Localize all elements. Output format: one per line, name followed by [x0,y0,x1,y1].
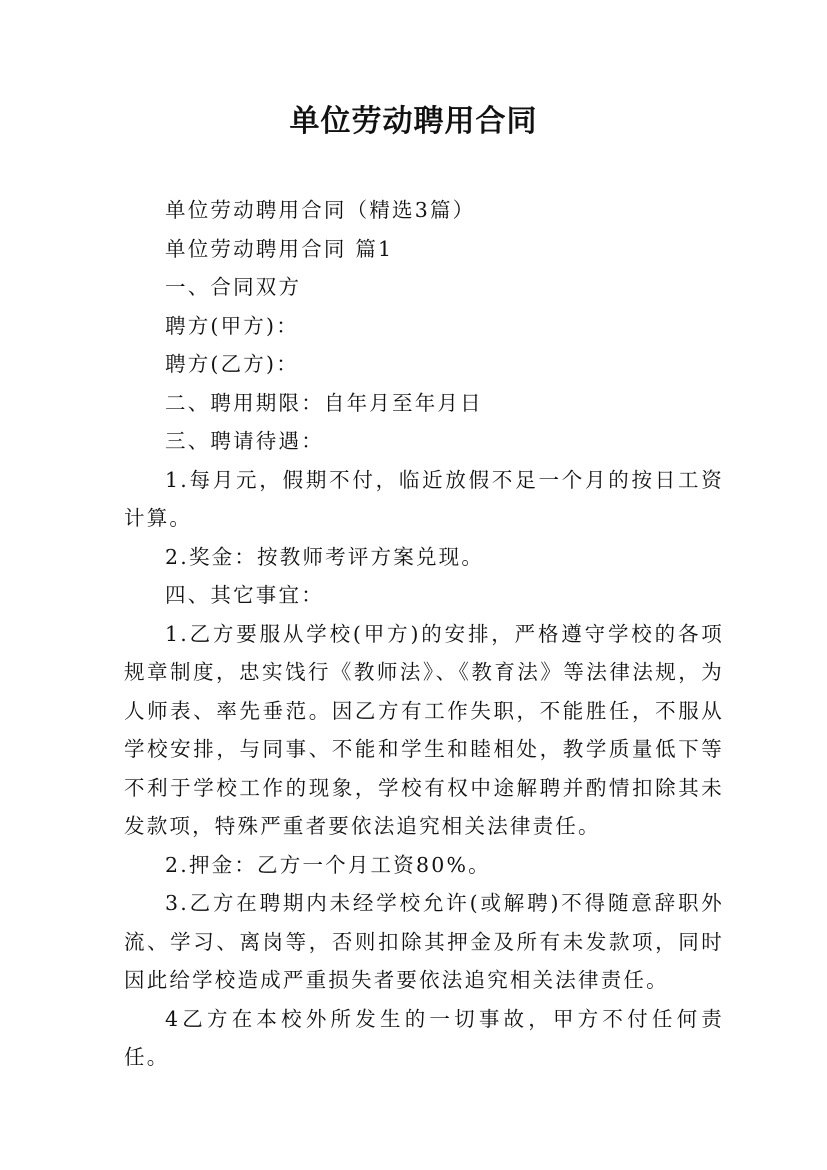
paragraph-bonus: 2.奖金：按教师考评方案兑现。 [165,544,485,569]
paragraph-section-1: 一、合同双方 [165,275,302,299]
paragraph-party-b: 聘方(乙方)： [165,352,299,376]
document-title: 单位劳动聘用合同 [289,104,538,139]
paragraph-section-2: 二、聘用期限：自年月至年月日 [165,390,483,415]
paragraph-liability: 4乙方在本校外所发生的一切事故，甲方不付任何责任。 [124,1006,724,1069]
paragraph-salary: 1.每月元，假期不付，临近放假不足一个月的按日工资计算。 [124,467,724,530]
paragraph-section-4: 四、其它事宜： [165,583,324,607]
paragraph-section-3: 三、聘请待遇： [165,429,324,453]
document-body [124,191,724,1077]
paragraph-resignation: 3.乙方在聘期内未经学校允许(或解聘)不得随意辞职外流、学习、离岗等，否则扣除其押金及所有未发款项，同时因此给学校造成严重损失者要依法追究相关法律责任。 [124,891,724,992]
paragraph-part-heading: 单位劳动聘用合同 篇1 [165,236,394,261]
paragraph-obligations: 1.乙方要服从学校(甲方)的安排，严格遵守学校的各项规章制度，忠实饯行《教师法》、《教育法》等法律法规，为人师表、率先垂范。因乙方有工作失职，不能胜任，不服从学校安排，与同事、不能和学生和睦相处，教学质量低下等不利于学校工作的现象，学校有权中途解聘并酌情扣除其未发款项，特殊严重者要依法追究相关法律责任。 [124,621,724,838]
paragraph-deposit: 2.押金：乙方一个月工资80%。 [165,852,491,877]
paragraph-subtitle: 单位劳动聘用合同（精选3篇） [165,198,476,222]
paragraph-party-a: 聘方(甲方)： [165,313,299,338]
